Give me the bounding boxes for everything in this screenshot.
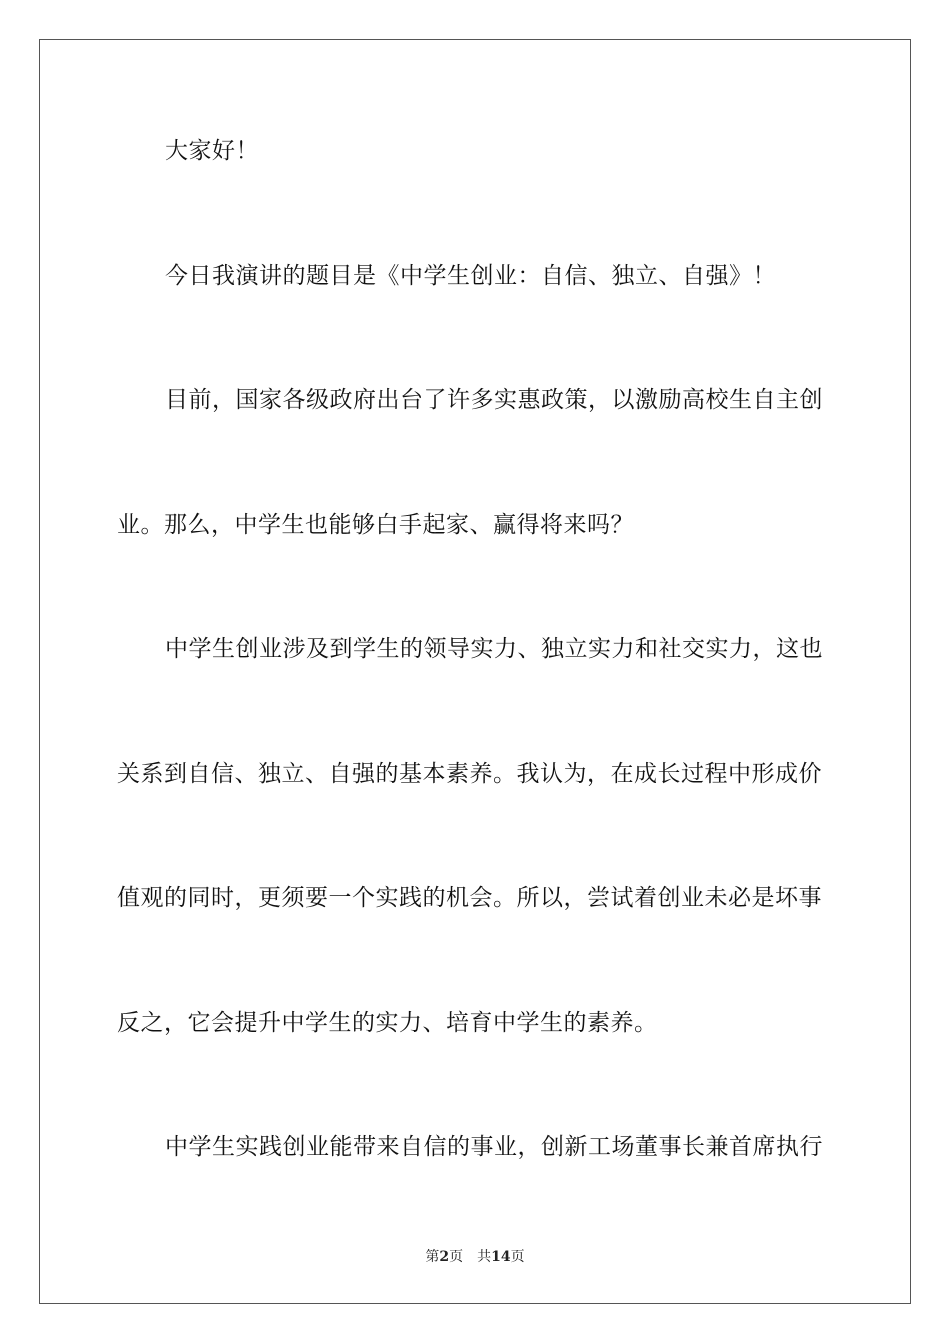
page-prefix: 第	[425, 1249, 440, 1265]
paragraph-greeting: 大家好！	[165, 138, 259, 164]
paragraph-line: 业。那么，中学生也能够白手起家、赢得将来吗？	[117, 512, 634, 538]
page-number: 2	[439, 1249, 450, 1265]
paragraph-line: 反之，它会提升中学生的实力、培育中学生的素养。	[117, 1010, 658, 1036]
page-suffix: 页	[449, 1249, 464, 1265]
paragraph-title-intro: 今日我演讲的题目是《中学生创业：自信、独立、自强》！	[165, 263, 776, 289]
paragraph-line: 中学生实践创业能带来自信的事业，创新工场董事长兼首席执行	[165, 1134, 823, 1160]
page-footer	[0, 1248, 950, 1266]
paragraph-line: 值观的同时，更须要一个实践的机会。所以，尝试着创业未必是坏事	[117, 885, 822, 911]
paragraph-line: 中学生创业涉及到学生的领导实力、独立实力和社交实力，这也	[165, 636, 823, 662]
total-prefix: 共	[477, 1249, 492, 1265]
total-suffix: 页	[510, 1249, 525, 1265]
total-pages: 14	[491, 1249, 511, 1265]
paragraph-line: 关系到自信、独立、自强的基本素养。我认为，在成长过程中形成价	[117, 761, 822, 787]
paragraph-line: 目前，国家各级政府出台了许多实惠政策，以激励高校生自主创	[165, 387, 823, 413]
page-border	[39, 39, 911, 1304]
